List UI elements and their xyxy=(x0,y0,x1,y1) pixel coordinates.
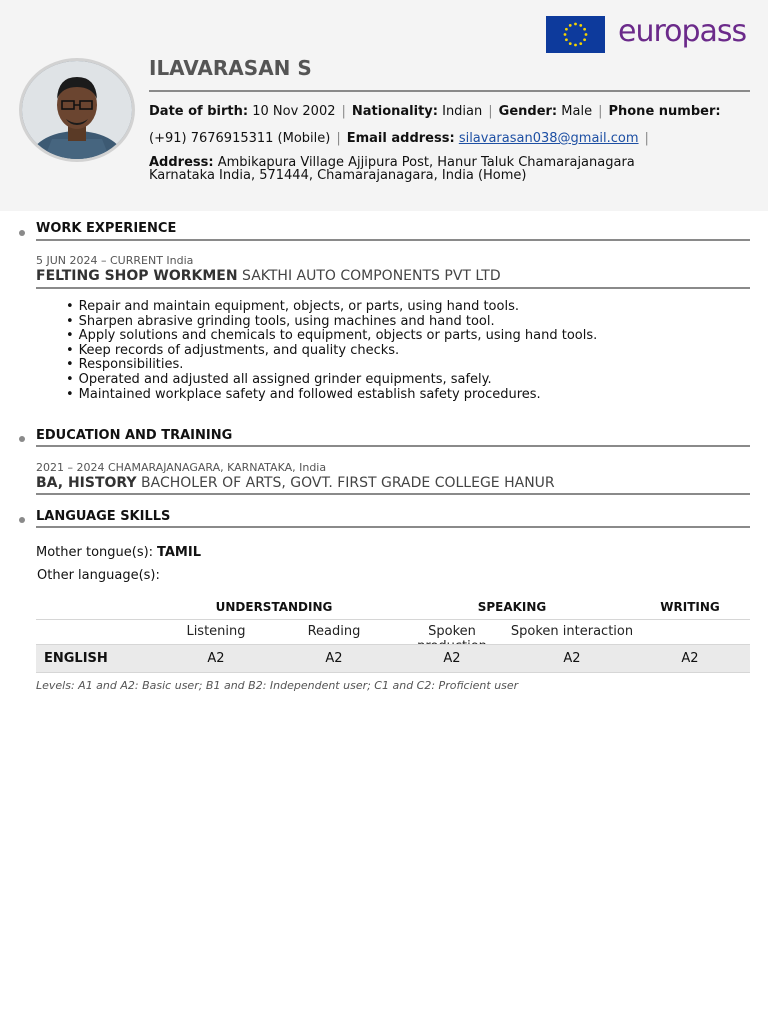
duty-item: • Responsibilities. xyxy=(66,358,597,373)
personal-info-line-2 xyxy=(149,131,655,146)
section-divider xyxy=(36,526,750,528)
institution: BACHOLER OF ARTS, GOVT. FIRST GRADE COLLEGE HANUR xyxy=(141,475,555,491)
eu-flag-icon xyxy=(546,16,605,53)
person-name: ILAVARASAN S xyxy=(149,56,312,80)
dob-label: Date of birth: xyxy=(149,104,249,119)
nationality-value: Indian xyxy=(442,104,483,119)
separator: | xyxy=(336,131,341,146)
gender-label: Gender: xyxy=(498,104,558,119)
levels-note: Levels: A1 and A2: Basic user; B1 and B2: Independent user; C1 and C2: Proficient user xyxy=(36,679,519,692)
separator: | xyxy=(644,131,649,146)
spoken-interaction-level: A2 xyxy=(563,651,581,666)
employer: SAKTHI AUTO COMPONENTS PVT LTD xyxy=(242,268,501,284)
europass-logo: europass xyxy=(618,14,747,49)
entry-divider xyxy=(36,493,750,495)
mother-tongue-value: TAMIL xyxy=(157,545,201,560)
name-divider xyxy=(149,90,750,92)
profile-photo xyxy=(19,58,135,162)
writing-header: WRITING xyxy=(660,600,720,614)
other-languages-label: Other language(s): xyxy=(37,568,160,583)
duty-item: • Apply solutions and chemicals to equipment, objects or parts, using hand tools. xyxy=(66,329,597,344)
listening-subheader: Listening xyxy=(186,624,246,639)
listening-level: A2 xyxy=(207,651,225,666)
email-label: Email address: xyxy=(346,131,455,146)
duty-item: • Keep records of adjustments, and quality checks. xyxy=(66,344,597,359)
section-divider xyxy=(36,239,750,241)
duty-item: • Repair and maintain equipment, objects, or parts, using hand tools. xyxy=(66,300,597,315)
reading-level: A2 xyxy=(325,651,343,666)
email-link[interactable]: silavarasan038@gmail.com xyxy=(458,131,639,146)
education-dates: 2021 – 2024 CHAMARAJANAGARA, KARNATAKA, India xyxy=(36,461,327,474)
understanding-header: UNDERSTANDING xyxy=(215,600,333,614)
spoken-production-level: A2 xyxy=(443,651,461,666)
job-title: FELTING SHOP WORKMEN xyxy=(36,268,238,284)
language-name: ENGLISH xyxy=(44,651,108,666)
entry-divider xyxy=(36,287,750,289)
separator: | xyxy=(488,104,493,119)
reading-subheader: Reading xyxy=(307,624,361,639)
dob-value: 10 Nov 2002 xyxy=(252,104,336,119)
phone-value: (+91) 7676915311 (Mobile) xyxy=(149,131,331,146)
personal-info-line-1 xyxy=(149,104,721,119)
work-dates: 5 JUN 2024 – CURRENT India xyxy=(36,254,194,267)
education-degree xyxy=(36,475,555,491)
nationality-label: Nationality: xyxy=(351,104,438,119)
duty-item: • Maintained workplace safety and followed establish safety procedures. xyxy=(66,388,597,403)
table-divider xyxy=(36,619,750,620)
duty-item: • Sharpen abrasive grinding tools, using machines and hand tool. xyxy=(66,315,597,330)
degree-title: BA, HISTORY xyxy=(36,475,137,491)
duties-list xyxy=(66,300,597,402)
language-section-title: LANGUAGE SKILLS xyxy=(36,509,171,524)
work-role xyxy=(36,268,501,284)
speaking-header: SPEAKING xyxy=(477,600,547,614)
address-label: Address: xyxy=(149,155,214,170)
section-bullet-icon xyxy=(19,436,25,442)
address-block xyxy=(149,156,635,182)
gender-value: Male xyxy=(561,104,593,119)
separator: | xyxy=(598,104,603,119)
section-bullet-icon xyxy=(19,230,25,236)
address-line-1: Ambikapura Village Ajjipura Post, Hanur Taluk Chamarajanagara xyxy=(217,155,635,170)
duty-item: • Operated and adjusted all assigned grinder equipments, safely. xyxy=(66,373,597,388)
writing-level: A2 xyxy=(681,651,699,666)
phone-label: Phone number: xyxy=(608,104,721,119)
spoken-interaction-subheader: Spoken interaction xyxy=(510,624,634,639)
work-section-title: WORK EXPERIENCE xyxy=(36,221,177,236)
section-divider xyxy=(36,445,750,447)
address-line-2: Karnataka India, 571444, Chamarajanagara, India (Home) xyxy=(149,168,527,183)
separator: | xyxy=(341,104,346,119)
table-row xyxy=(36,644,750,673)
education-section-title: EDUCATION AND TRAINING xyxy=(36,428,233,443)
spoken-production-subheader: Spoken xyxy=(428,624,476,639)
section-bullet-icon xyxy=(19,517,25,523)
mother-tongue-label: Mother tongue(s): xyxy=(36,545,154,560)
